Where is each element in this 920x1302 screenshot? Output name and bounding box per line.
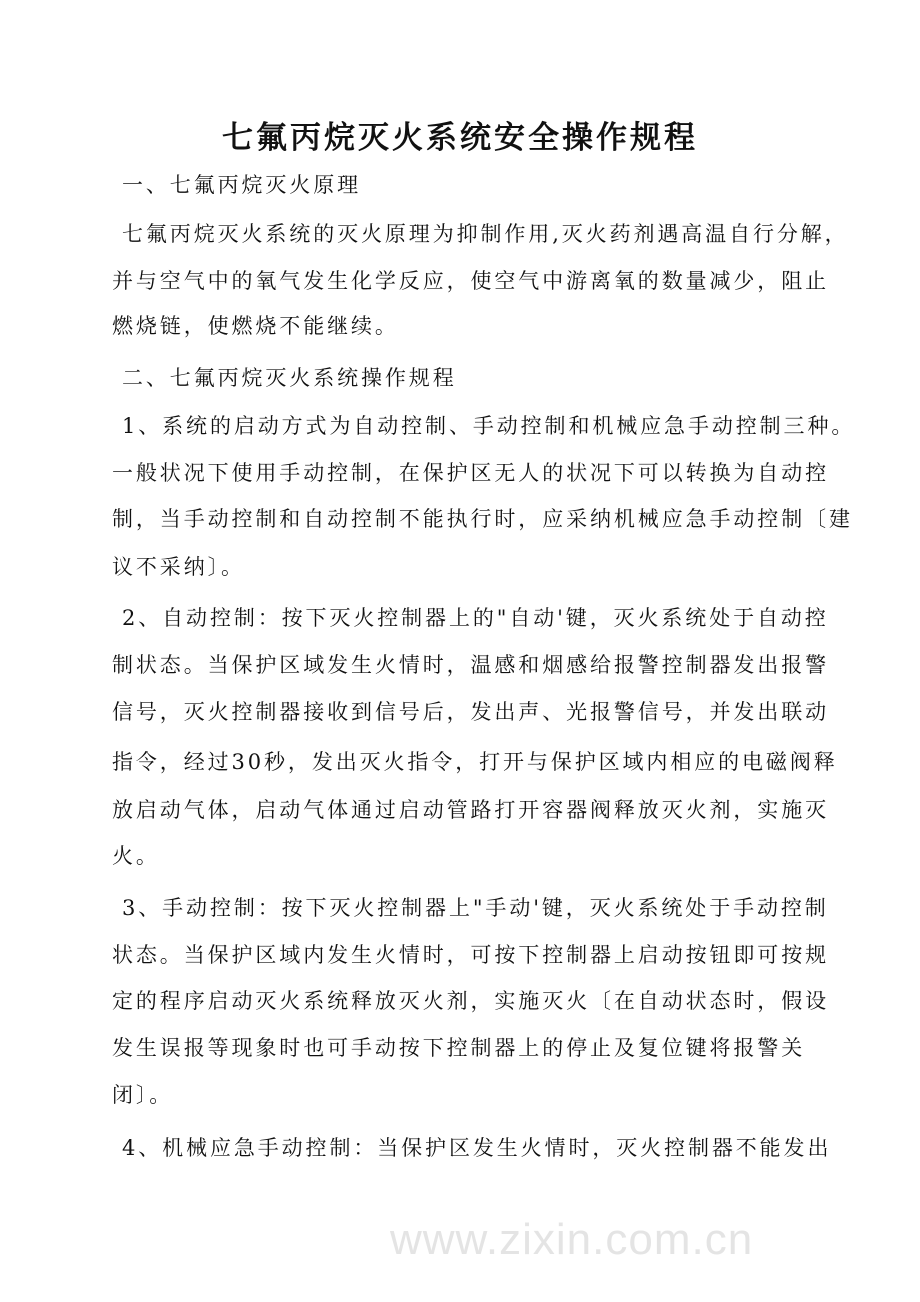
paragraph-line: 发生误报等现象时也可手动按下控制器上的停止及复位键将报警关 — [112, 1036, 806, 1060]
watermark: www.zixin.com.cn — [390, 1215, 754, 1264]
paragraph-line: 指令，经过30秒，发出灭火指令，打开与保护区域内相应的电磁阀释 — [112, 750, 838, 774]
paragraph-line: 定的程序启动灭火系统释放灭火剂，实施灭火〔在自动状态时，假设 — [112, 989, 829, 1013]
paragraph-line: 燃烧链，使燃烧不能继续。 — [112, 314, 399, 338]
paragraph-line: 闭〕。 — [112, 1083, 174, 1107]
paragraph-line: 火。 — [112, 844, 160, 868]
paragraph-line: 七氟丙烷灭火系统的灭火原理为抑制作用,灭火药剂遇高温自行分解， — [122, 222, 849, 246]
paragraph-line: 一般状况下使用手动控制，在保护区无人的状况下可以转换为自动控 — [112, 461, 829, 485]
paragraph-line: 状态。当保护区域内发生火情时，可按下控制器上启动按钮即可按规 — [112, 943, 829, 967]
paragraph-line: 2、自动控制：按下灭火控制器上的"自动'键，灭火系统处于自动控 — [122, 606, 829, 630]
paragraph-line: 信号，灭火控制器接收到信号后，发出声、光报警信号，并发出联动 — [112, 700, 829, 724]
section-heading: 一、七氟丙烷灭火原理 — [122, 173, 361, 197]
paragraph-line: 放启动气体，启动气体通过启动管路打开容器阀释放灭火剂，实施灭 — [112, 798, 829, 822]
section-heading: 二、七氟丙烷灭火系统操作规程 — [122, 366, 457, 390]
paragraph-line: 议不采纳〕。 — [112, 555, 245, 579]
paragraph-line: 制，当手动控制和自动控制不能执行时，应采纳机械应急手动控制〔建 — [112, 507, 853, 531]
paragraph-line: 制状态。当保护区域发生火情时，温感和烟感给报警控制器发出报警 — [112, 653, 829, 677]
paragraph-line: 3、手动控制：按下灭火控制器上"手动'键，灭火系统处于手动控制 — [122, 896, 829, 920]
paragraph-line: 1、系统的启动方式为自动控制、手动控制和机械应急手动控制三种。 — [122, 414, 856, 438]
paragraph-line: 并与空气中的氧气发生化学反应，使空气中游离氧的数量减少，阻止 — [112, 269, 829, 293]
document-title: 七氟丙烷灭火系统安全操作规程 — [222, 120, 698, 156]
paragraph-line: 4、机械应急手动控制：当保护区发生火情时，灭火控制器不能发出 — [122, 1136, 832, 1160]
